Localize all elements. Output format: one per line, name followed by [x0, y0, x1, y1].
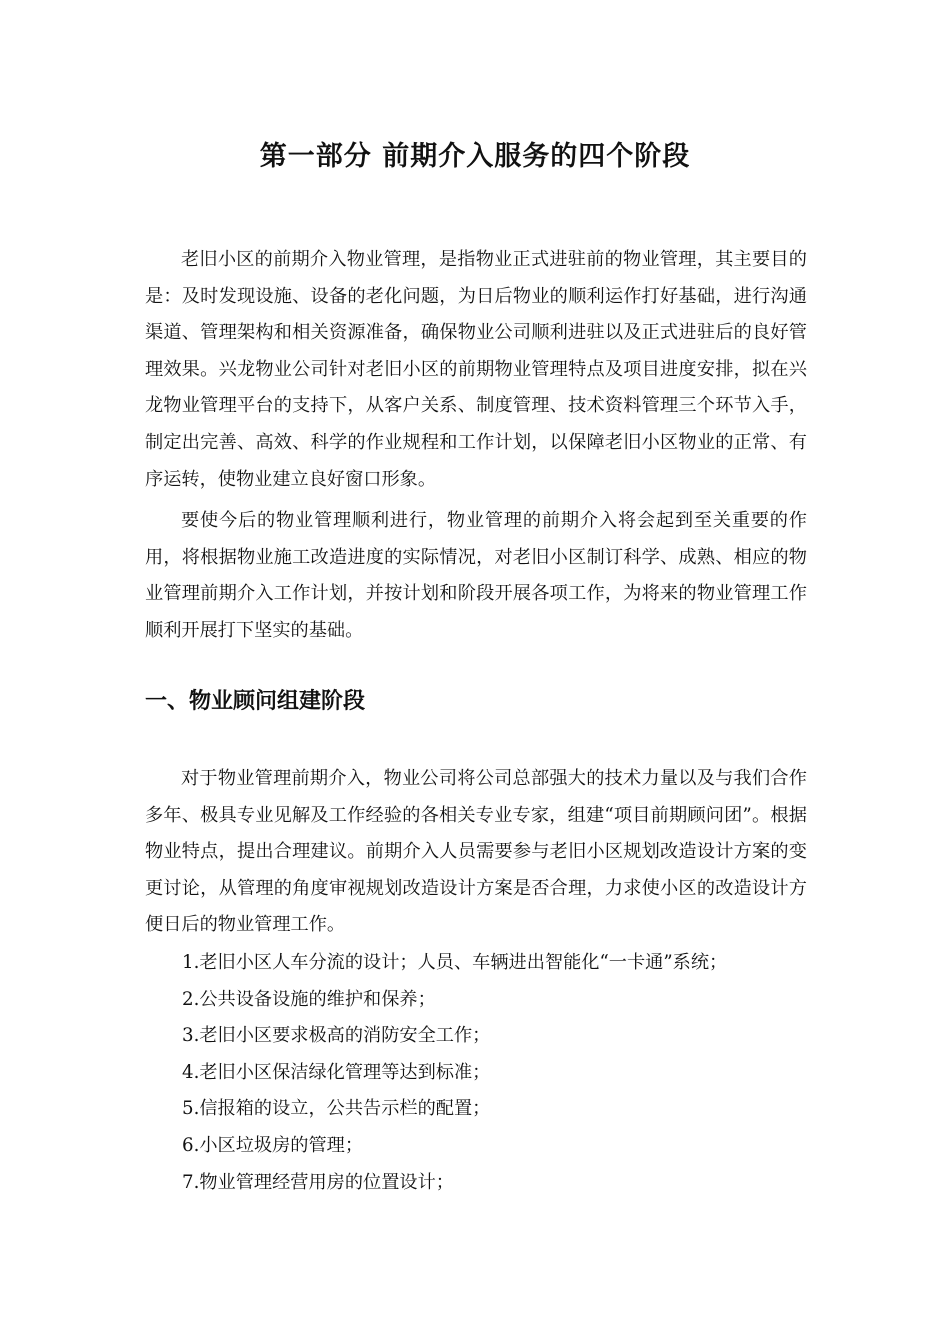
- intro-paragraph: 老旧小区的前期介入物业管理，是指物业正式进驻前的物业管理，其主要目的是：及时发现设施、设备的老化问题，为日后物业的顺利运作打好基础，进行沟通渠道、管理架构和相关资源准备，确保物业公司顺利进驻以及正式进驻后的良好管理效果。兴龙物业公司针对老旧小区的前期物业管理特点及项目进度安排，拟在兴龙物业管理平台的支持下，从客户关系、制度管理、技术资料管理三个环节入手，制定出完善、高效、科学的作业规程和工作计划，以保障老旧小区物业的正常、有序运转，使物业建立良好窗口形象。: [145, 249, 807, 490]
- list-item: 6.小区垃圾房的管理；: [182, 1134, 364, 1156]
- list-item: 4.老旧小区保洁绿化管理等达到标准；: [182, 1061, 491, 1083]
- list-item: 7.物业管理经营用房的位置设计；: [182, 1171, 454, 1193]
- list-item: 5.信报箱的设立，公共告示栏的配置；: [182, 1098, 491, 1120]
- section-paragraph: 对于物业管理前期介入，物业公司将公司总部强大的技术力量以及与我们合作多年、极具专业见解及工作经验的各相关专业专家，组建“项目前期顾问团”。根据物业特点，提出合理建议。前期介入人员需要参与老旧小区规划改造设计方案的变更讨论，从管理的角度审视规划改造设计方案是否合理，力求使小区的改造设计方便日后的物业管理工作。: [145, 768, 807, 936]
- importance-paragraph: 要使今后的物业管理顺利进行，物业管理的前期介入将会起到至关重要的作用，将根据物业施工改造进度的实际情况，对老旧小区制订科学、成熟、相应的物业管理前期介入工作计划，并按计划和阶段开展各项工作，为将来的物业管理工作顺利开展打下坚实的基础。: [145, 510, 807, 641]
- list-item: 2.公共设备设施的维护和保养；: [182, 988, 436, 1010]
- section-heading: 一、物业顾问组建阶段: [145, 689, 366, 714]
- list-item: 1.老旧小区人车分流的设计；人员、车辆进出智能化“一卡通”系统；: [182, 952, 728, 973]
- page-title: 第一部分 前期介入服务的四个阶段: [259, 141, 691, 172]
- list-item: 3.老旧小区要求极高的消防安全工作；: [182, 1025, 491, 1047]
- item-list: [182, 945, 727, 1201]
